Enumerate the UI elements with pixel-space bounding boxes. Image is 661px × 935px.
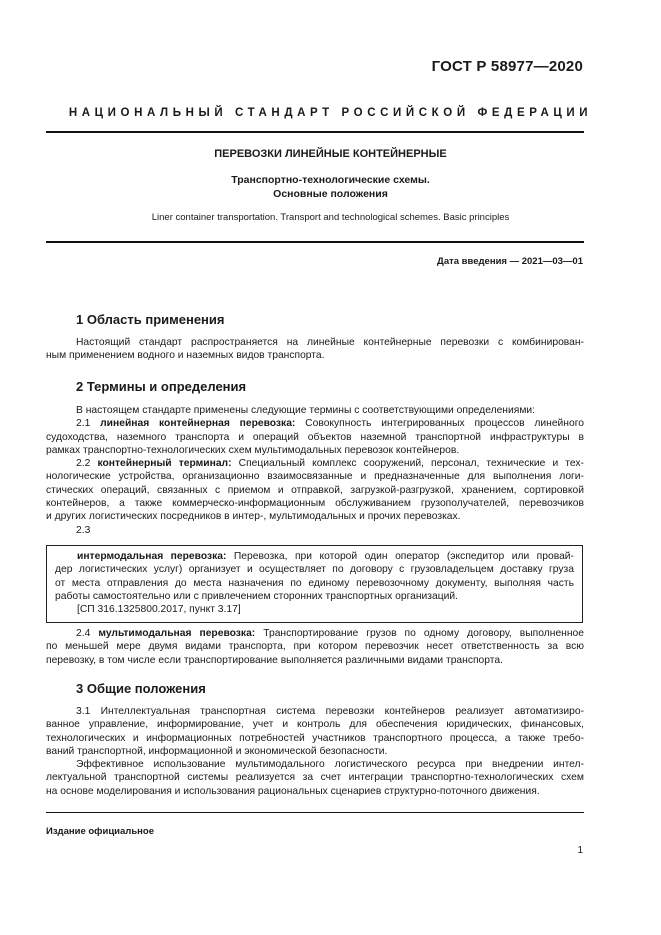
term-2-4: [46, 627, 584, 667]
section-2-heading: 2 Термины и определения: [76, 379, 247, 394]
text-line: лектуальной транспортной системы реализуется за счет интеграции транспортно-технологических схем: [46, 772, 584, 784]
term-number: 2.2: [76, 458, 91, 470]
term-text: Совокупность интегрированных процессов линейного: [305, 418, 584, 430]
date-introduced: Дата введения — 2021—03—01: [437, 256, 583, 267]
text-line: рамках транспортно-технологических схем мультимодальных перевозок контейнеров.: [46, 444, 460, 456]
text-line: нологические устройства, организационно взаимосвязанные и предназначенные для выполнения логи-: [46, 471, 584, 483]
english-title: Liner container transportation. Transport and technological schemes. Basic principles: [151, 212, 510, 223]
text-line: работы самостоятельно или с привлечением сторонних транспортных организаций.: [55, 590, 458, 602]
document-subtitle: [0, 173, 661, 201]
header-divider: [46, 131, 584, 133]
document-title: ПЕРЕВОЗКИ ЛИНЕЙНЫЕ КОНТЕЙНЕРНЫЕ: [214, 148, 447, 160]
text-line: Эффективное использование мультимодального логистического ресурса при внедрении интел-: [76, 759, 584, 771]
term-name: интермодальная перевозка:: [77, 551, 227, 562]
subtitle-line: Транспортно-технологические схемы.: [231, 174, 430, 186]
section-2-body: [46, 404, 584, 537]
term-2-2-first-line: [46, 457, 584, 470]
term-reference: [СП 316.1325800.2017, пункт 3.17]: [77, 604, 241, 616]
section-3-heading: 3 Общие положения: [76, 681, 206, 696]
text-line: дер логистических услуг) организует и осуществляет по договору с грузовладельцем доставку груза: [55, 564, 574, 576]
text-line: по меньшей мере двумя видами транспорта, при котором перевозчик несет ответственность за всю: [46, 641, 584, 653]
term-2-3-box: [46, 545, 583, 623]
section-3-body: [46, 705, 584, 798]
title-divider: [46, 241, 584, 243]
text-line: судоходства, наземного транспорта и операций объектов наземной транспортной инфраструктуры в: [46, 431, 584, 443]
edition-label: Издание официальное: [46, 826, 154, 837]
term-name: линейная контейнерная перевозка:: [100, 418, 296, 430]
term-2-3-first-line: [55, 550, 574, 563]
text-line: и других логистических посредников в интер-, мультимодальных и прочих перевозках.: [46, 511, 461, 523]
text-line: ванное управление, информирование, учет и контроль для обеспечения юридических, финансовых,: [46, 719, 584, 731]
text-line: контейнеров, а также коммерческо-информационным обслуживанием грузополучателей, перевозчиков: [46, 498, 584, 510]
text-line: 3.1 Интеллектуальная транспортная система перевозки контейнеров реализует автоматизиро-: [76, 706, 584, 717]
document-code: ГОСТ Р 58977—2020: [431, 58, 583, 75]
text-line: от места отправления до места назначения по единому перевозочному документу, выполняя часть: [55, 577, 574, 589]
term-number: 2.1: [76, 418, 91, 430]
subtitle-line: Основные положения: [273, 188, 388, 200]
term-text: Транспортирование грузов по одному договору, выполненное: [263, 628, 584, 639]
term-2-1-first-line: [46, 417, 584, 430]
section-1-heading: 1 Область применения: [76, 312, 225, 327]
term-number: 2.4: [76, 628, 91, 639]
term-text: Специальный комплекс сооружений, персонал, технические и тех-: [238, 458, 584, 470]
term-2-4-first-line: [46, 627, 584, 640]
text-line: технологических и информационных потребностей участников транспортного процесса, а также требо-: [46, 732, 584, 744]
term-name: контейнерный терминал:: [97, 458, 232, 470]
page-number: 1: [577, 845, 583, 856]
term-name: мультимодальная перевозка:: [98, 628, 256, 639]
footer-divider: [46, 812, 584, 813]
text-line: на основе моделирования и использования рациональных сценариев структурно-поточного движения.: [46, 785, 540, 797]
text-line: стических операций, связанных с приемом и отправкой, загрузкой-разгрузкой, хранением, сортировкой: [46, 484, 584, 496]
term-2-3-content: [55, 550, 574, 616]
text-line: ным применением водного и наземных видов транспорта.: [46, 350, 325, 362]
text-line: В настоящем стандарте применены следующие термины с соответствующими определениями:: [76, 405, 536, 416]
term-text: Перевозка, при которой один оператор (экспедитор или провай-: [233, 551, 574, 562]
text-line: ваний транспортной, информационной и экономической безопасности.: [46, 745, 388, 757]
section-1-paragraph: [46, 336, 584, 363]
text-line: перевозку, в том числе если транспортирование выполняется различными видами транспорта.: [46, 654, 503, 666]
term-2-3-number: 2.3: [76, 524, 91, 536]
text-line: Настоящий стандарт распространяется на линейные контейнерные перевозки с комбинирован-: [76, 337, 584, 348]
national-standard-heading: НАЦИОНАЛЬНЫЙ СТАНДАРТ РОССИЙСКОЙ ФЕДЕРАЦИИ: [68, 107, 593, 119]
